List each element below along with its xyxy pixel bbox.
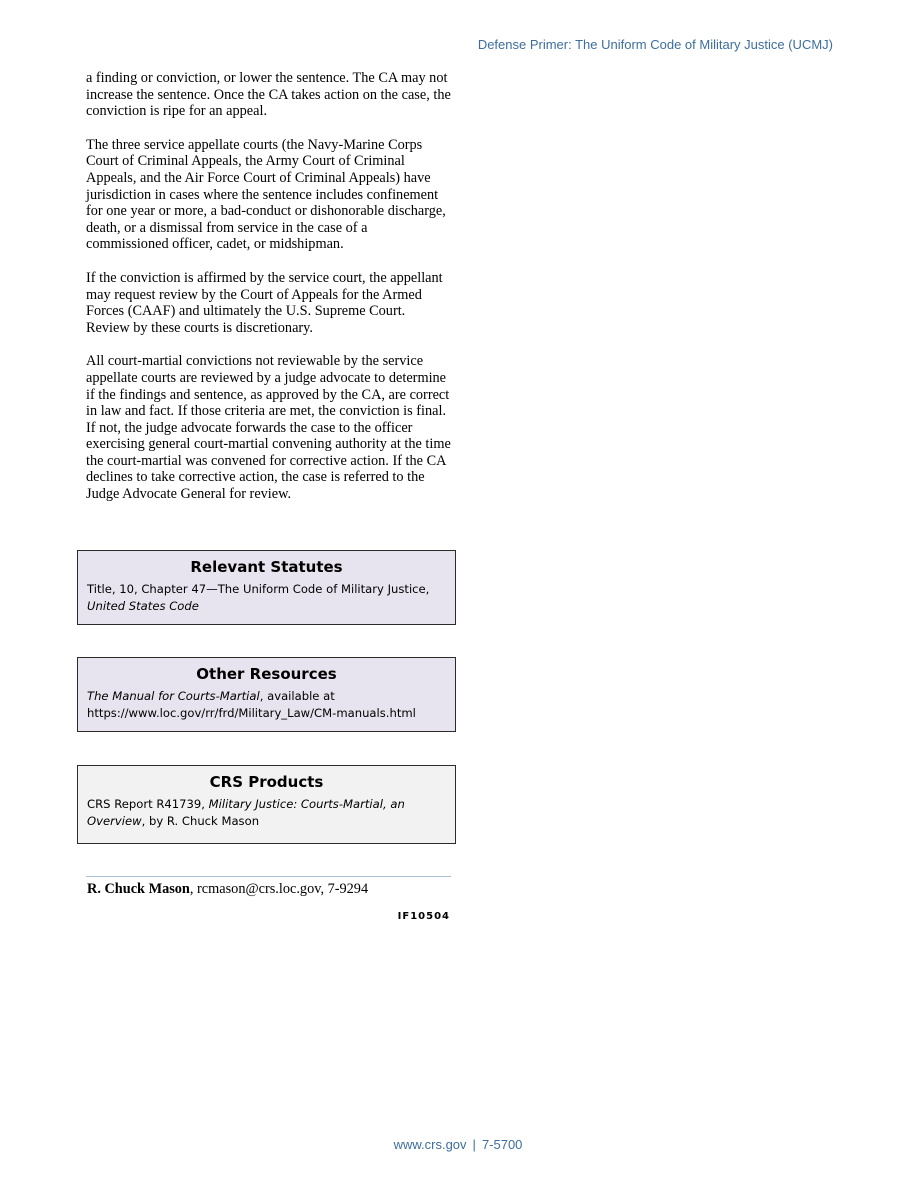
author-name: R. Chuck Mason <box>87 881 190 897</box>
footer-separator: | <box>472 1137 476 1152</box>
other-resources-box <box>77 657 456 732</box>
body-column <box>86 70 451 520</box>
relevant-statutes-box <box>77 550 456 625</box>
box-body <box>87 581 446 614</box>
paragraph: If the conviction is affirmed by the service court, the appellant may request review by the Court of Appeals for the Armed Forces (CAAF) and ultimately the U.S. Supreme Court. Review by these courts is discretionary. <box>86 269 443 336</box>
box-body <box>87 688 446 721</box>
paragraph: All court-martial convictions not reviewable by the service appellate courts are reviewed by a judge advocate to determine if the findings and sentence, as approved by the CA, are correct in law and fact. If those criteria are met, the conviction is final. If not, the judge advocate forwards the case to the officer exercising general court-martial convening authority at the time the court-martial was convened for corrective action. If the CA declines to take corrective action, the case is referred to the Judge Advocate General for review. <box>86 353 451 503</box>
footer-site: www.crs.gov <box>393 1137 467 1152</box>
paragraph: The three service appellate courts (the Navy-Marine Corps Court of Criminal Appeals, the Army Court of Criminal Appeals, and the Air Force Court of Criminal Appeals) have jurisdiction in cases where the sentence includes confinement for one year or more, a bad-conduct or dishonorable discharge, death, or a dismissal from service in the case of a commissioned officer, cadet, or midshipman. <box>86 136 446 253</box>
document-id: IF10504 <box>397 911 450 922</box>
crs-prefix: CRS Report R41739, <box>87 797 209 811</box>
paragraph: a finding or conviction, or lower the sentence. The CA may not increase the sentence. Once the CA takes action on the case, the conviction is ripe for an appeal. <box>86 70 451 120</box>
footer-phone: 7-5700 <box>481 1137 523 1152</box>
statutes-text: Title, 10, Chapter 47—The Uniform Code of Military Justice, <box>87 582 430 596</box>
statutes-italic: United States Code <box>87 598 199 613</box>
author-contact: , rcmason@crs.loc.gov, 7-9294 <box>189 881 369 897</box>
resources-link-text: , available at https://www.loc.gov/rr/frd/Military_Law/CM-manuals.html <box>87 689 416 720</box>
crs-products-box <box>77 765 456 844</box>
author-line <box>87 881 368 898</box>
resources-italic: The Manual for Courts-Martial <box>87 689 260 703</box>
running-header: Defense Primer: The Uniform Code of Military Justice (UCMJ) <box>477 37 833 52</box>
crs-report-title: Military Justice: Courts-Martial, an Overview <box>87 797 405 828</box>
box-title: Relevant Statutes <box>190 558 343 576</box>
crs-suffix: , by R. Chuck Mason <box>141 813 260 828</box>
box-body <box>87 796 446 829</box>
page-footer <box>0 1137 916 1152</box>
box-title: CRS Products <box>209 773 324 791</box>
author-divider <box>86 876 451 877</box>
box-title: Other Resources <box>196 665 337 683</box>
